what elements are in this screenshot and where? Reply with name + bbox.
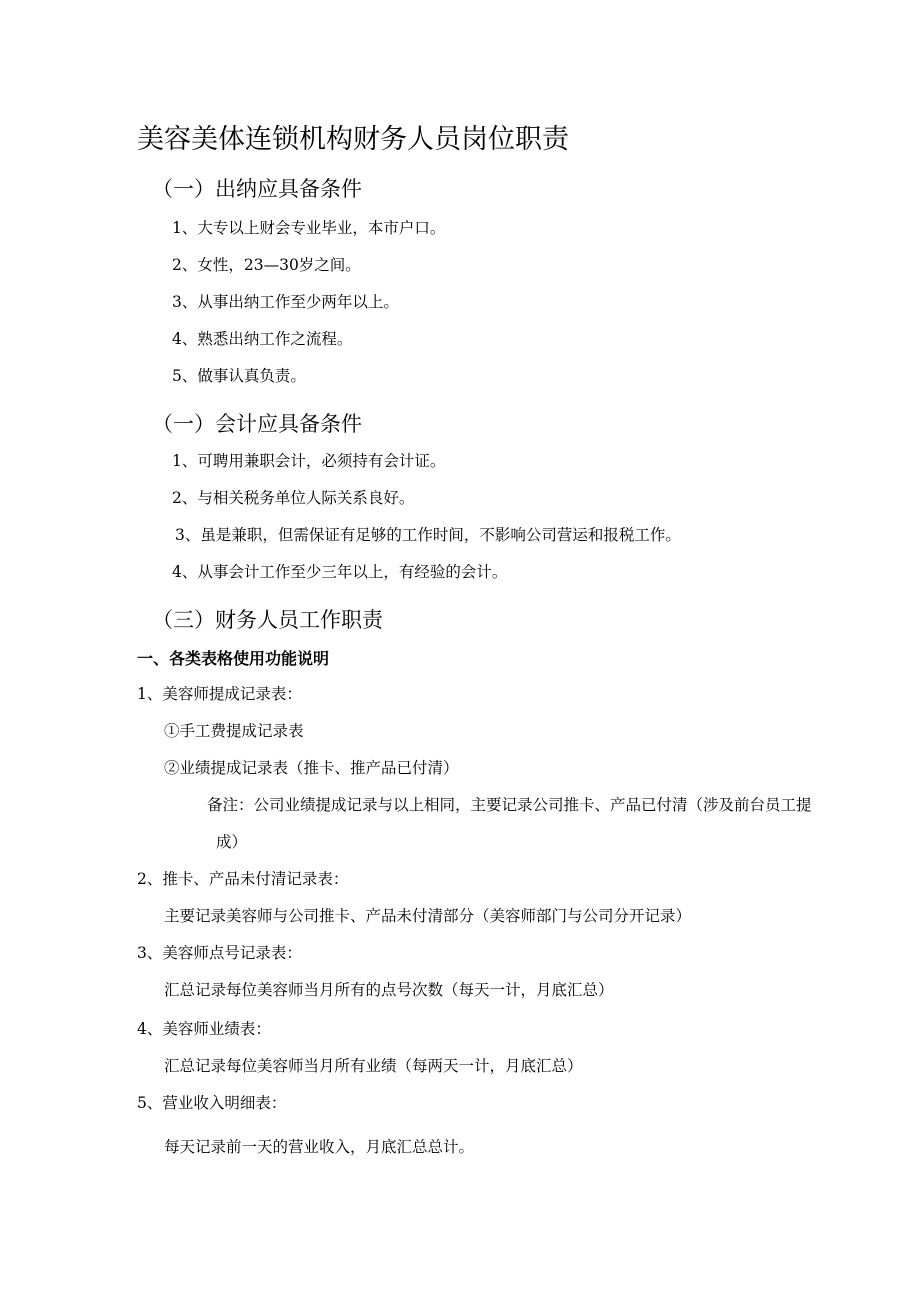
entry-sub-item: ②业绩提成记录表（推卡、推产品已付清） bbox=[164, 759, 459, 777]
list-item: 1、可聘用兼职会计，必须持有会计证。 bbox=[172, 452, 446, 470]
entry-description: 汇总记录每位美容师当月所有业绩（每两天一计，月底汇总） bbox=[164, 1057, 583, 1075]
entry-note: 备注：公司业绩提成记录与以上相同，主要记录公司推卡、产品已付清（涉及前台员工提 bbox=[207, 796, 812, 814]
list-item: 2、女性，23—30岁之间。 bbox=[172, 256, 361, 274]
entry-label: 4、美容师业绩表： bbox=[137, 1020, 271, 1038]
entry-label: 1、美容师提成记录表： bbox=[137, 685, 302, 703]
list-item: 2、与相关税务单位人际关系良好。 bbox=[172, 489, 415, 507]
list-item: 3、虽是兼职，但需保证有足够的工作时间，不影响公司营运和报税工作。 bbox=[175, 526, 681, 544]
entry-label: 3、美容师点号记录表： bbox=[137, 944, 302, 962]
entry-description: 汇总记录每位美容师当月所有的点号次数（每天一计，月底汇总） bbox=[164, 981, 614, 999]
list-item: 4、熟悉出纳工作之流程。 bbox=[172, 330, 353, 348]
section-heading-duties: （三）财务人员工作职责 bbox=[152, 608, 383, 632]
entry-note-continued: 成） bbox=[216, 833, 248, 851]
entry-description: 主要记录美容师与公司推卡、产品未付清部分（美容师部门与公司分开记录） bbox=[164, 907, 692, 925]
entry-label: 5、营业收入明细表： bbox=[137, 1094, 287, 1112]
part-heading-forms: 一、各类表格使用功能说明 bbox=[137, 649, 330, 668]
list-item: 3、从事出纳工作至少两年以上。 bbox=[172, 293, 399, 311]
entry-label: 2、推卡、产品未付清记录表： bbox=[137, 870, 349, 888]
entry-sub-item: ①手工费提成记录表 bbox=[164, 722, 304, 740]
section-heading-accountant: （一）会计应具备条件 bbox=[152, 412, 362, 436]
document-title: 美容美体连锁机构财务人员岗位职责 bbox=[137, 124, 569, 155]
entry-description: 每天记录前一天的营业收入，月底汇总总计。 bbox=[164, 1138, 475, 1156]
list-item: 1、大专以上财会专业毕业，本市户口。 bbox=[172, 219, 446, 237]
list-item: 5、做事认真负责。 bbox=[172, 367, 306, 385]
section-heading-cashier: （一）出纳应具备条件 bbox=[152, 177, 362, 201]
list-item: 4、从事会计工作至少三年以上，有经验的会计。 bbox=[172, 563, 508, 581]
